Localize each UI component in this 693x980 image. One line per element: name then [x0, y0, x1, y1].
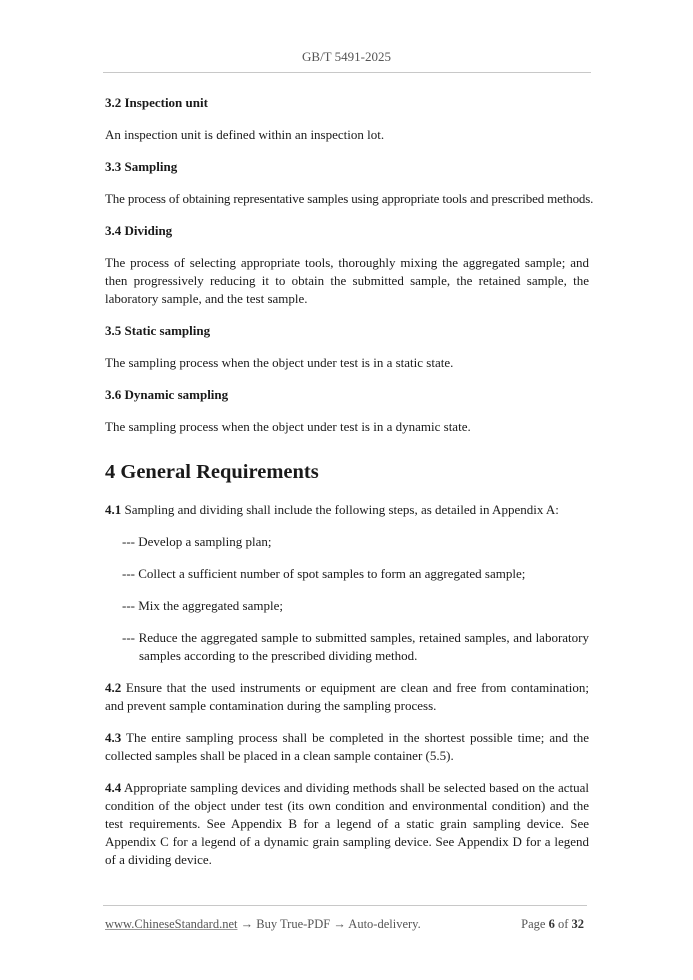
section-text-3-3: The process of obtaining representative samples using appropriate tools and prescribed methods. [105, 191, 594, 206]
header-divider [103, 72, 591, 73]
clause-text: Sampling and dividing shall include the following steps, as detailed in Appendix A: [121, 502, 559, 517]
section-text-3-6: The sampling process when the object under test is in a dynamic state. [105, 419, 471, 434]
list-item: --- Develop a sampling plan; [122, 534, 272, 549]
page-label: Page [521, 917, 549, 931]
page-of-label: of [554, 917, 572, 931]
list-item: --- Collect a sufficient number of spot samples to form an aggregated sample; [122, 566, 526, 581]
section-heading-3-2: 3.2 Inspection unit [105, 95, 208, 110]
clause-number: 4.3 [105, 730, 122, 745]
clause-number: 4.4 [105, 780, 122, 795]
clause-4-2 [105, 679, 589, 715]
current-page: 6 [548, 917, 555, 931]
total-pages: 32 [571, 917, 584, 931]
footer-promo [105, 917, 421, 932]
website-link[interactable]: www.ChineseStandard.net [105, 917, 238, 931]
clause-text: Appropriate sampling devices and dividing methods shall be selected based on the actual condition of the object under test (its own condition and environmental condition) and the test requirements. See Appendix B for a legend of a static grain sampling device. See Appendix C for a legend of a dynamic grain sampling device. See Appendix D for a legend of a dividing device. [105, 780, 589, 867]
section-text-3-2: An inspection unit is defined within an inspection lot. [105, 127, 385, 142]
section-heading-3-5: 3.5 Static sampling [105, 323, 211, 338]
section-text-3-5: The sampling process when the object under test is in a static state. [105, 355, 454, 370]
clause-number: 4.1 [105, 502, 122, 517]
clause-4-4 [105, 779, 589, 869]
clause-text: Ensure that the used instruments or equipment are clean and free from contamination; and prevent sample contamination during the sampling process. [105, 680, 589, 713]
footer-divider [103, 905, 587, 906]
clause-text: The entire sampling process shall be completed in the shortest possible time; and the collected samples shall be placed in a clean sample container (5.5). [105, 730, 589, 763]
list-item: --- Mix the aggregated sample; [122, 598, 283, 613]
document-body [105, 94, 594, 883]
footer-promo-text: → Buy True-PDF → Auto-delivery. [237, 917, 421, 931]
section-heading-3-6: 3.6 Dynamic sampling [105, 387, 229, 402]
page-indicator [521, 917, 584, 932]
document-header-title: GB/T 5491-2025 [302, 49, 391, 64]
clause-4-3 [105, 729, 589, 765]
clause-4-1 [105, 501, 589, 519]
section-text-3-4: The process of selecting appropriate tools, thoroughly mixing the aggregated sample; and then progressively reducing it to obtain the submitted sample, the retained sample, the laboratory sample, and the test sample. [105, 255, 589, 306]
clause-number: 4.2 [105, 680, 122, 695]
list-item: --- Reduce the aggregated sample to submitted samples, retained samples, and laboratory samples according to the prescribed dividing method. [122, 630, 589, 663]
section-heading-3-4: 3.4 Dividing [105, 223, 173, 238]
chapter-heading-4: 4 General Requirements [105, 461, 319, 483]
section-heading-3-3: 3.3 Sampling [105, 159, 178, 174]
